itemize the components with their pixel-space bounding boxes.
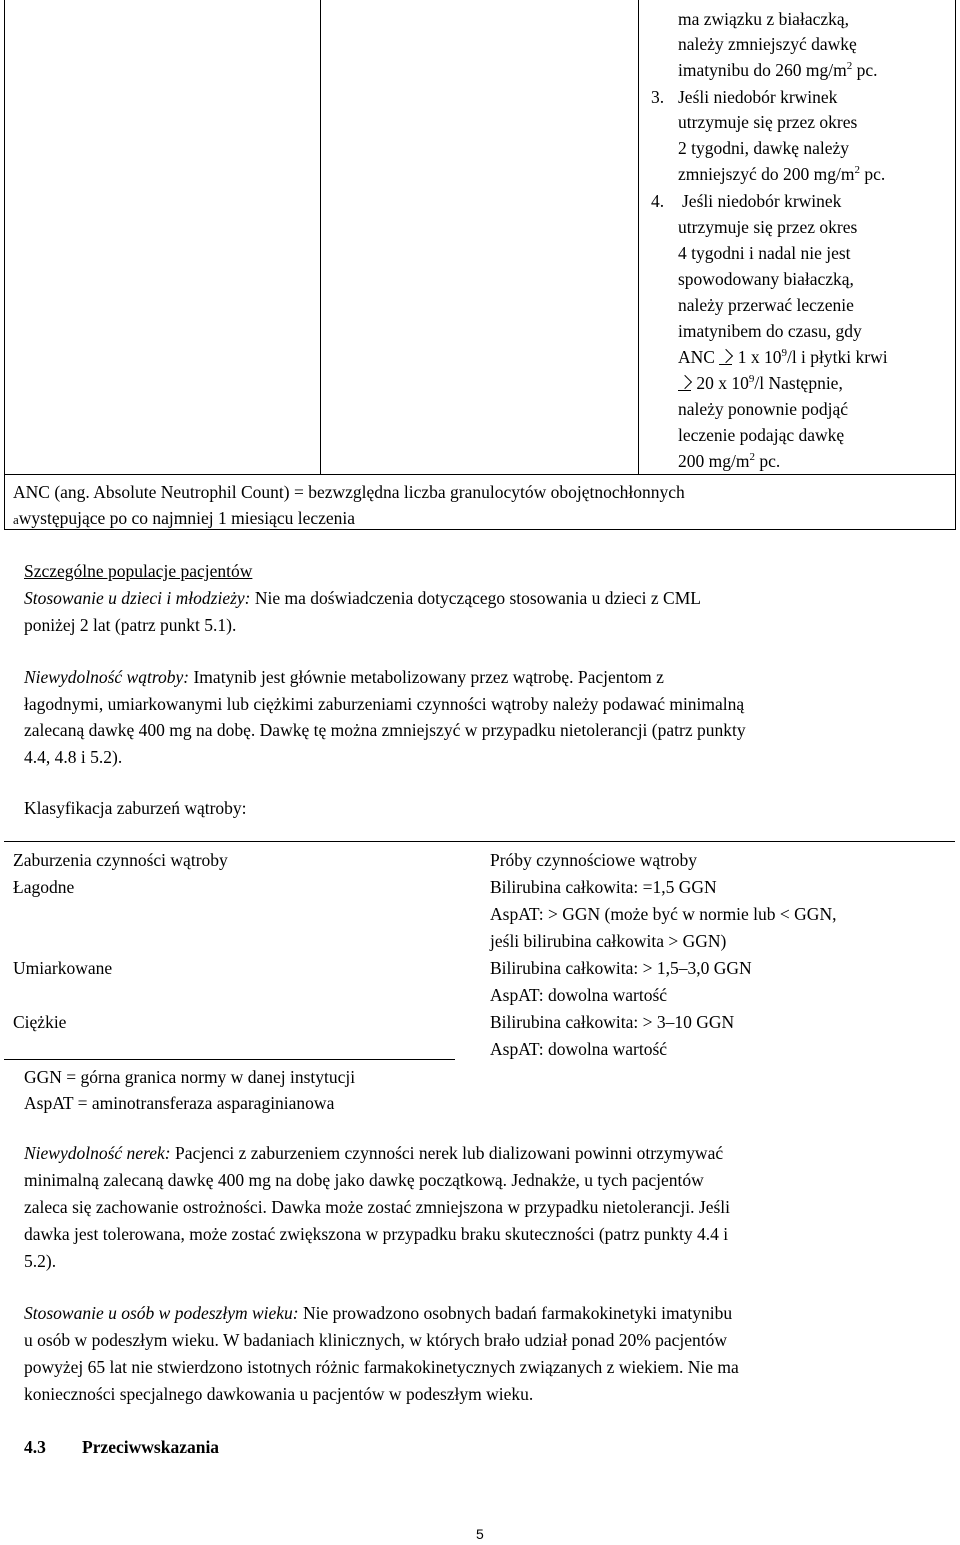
section-heading-special-populations: Szczególne populacje pacjentów [24,561,253,581]
liver-row-test: AspAT: dowolna wartość [490,985,668,1005]
cell-text: należy zmniejszyć dawkę [678,34,857,54]
footnote-a: awystępujące po co najmniej 1 miesiącu leczenia [13,508,356,528]
cell-text: 4 tygodni i nadal nie jest [678,243,851,263]
paragraph-liver: zalecaną dawkę 400 mg na dobę. Dawkę tę można zmniejszyć w przypadku nietolerancji (patrz punkty [24,720,746,740]
liver-row-test: AspAT: dowolna wartość [490,1039,668,1059]
paragraph-kidney: 5.2). [24,1251,57,1271]
paragraph-liver: łagodnymi, umiarkowanymi lub ciężkimi zaburzeniami czynności wątroby należy podawać minimalną [24,694,745,714]
liver-row-label: Ciężkie [13,1012,67,1032]
cell-text: imatynibem do czasu, gdy [678,321,862,341]
paragraph-elderly: u osób w podeszłym wieku. W badaniach klinicznych, w których brało udział ponad 20% pacjentów [24,1330,728,1350]
cell-text: utrzymuje się przez okres [678,217,858,237]
table-border-right [955,0,956,530]
cell-text: ANC 1 x $10^9/l$ i płytki krwi [678,347,888,367]
cell-text: Jeśli niedobór krwinek [678,87,838,107]
liver-row-label: Umiarkowane [13,958,113,978]
cell-text: należy przerwać leczenie [678,295,854,315]
liver-table-header-col1: Zaburzenia czynności wątroby [13,850,228,870]
paragraph-elderly: konieczności specjalnego dawkowania u pacjentów w podeszłym wieku. [24,1384,534,1404]
cell-text: zmniejszyć do 200 $mg/m^2$ pc. [678,164,886,184]
paragraph-children: Stosowanie u dzieci i młodzieży: Nie ma doświadczenia dotyczącego stosowania u dzieci z CML [24,588,701,608]
liver-row-test: jeśli bilirubina całkowita > GGN) [490,931,727,951]
table-border-left [4,0,5,530]
liver-row-label: Łagodne [13,877,75,897]
cell-text: ma związku z białaczką, [678,9,850,29]
paragraph-children-cont: poniżej 2 lat (patrz punkt 5.1). [24,615,237,635]
paragraph-elderly: powyżej 65 lat nie stwierdzono istotnych różnic farmakokinetycznych związanych z wiekiem. Nie ma [24,1357,739,1377]
footnote-anc: ANC (ang. Absolute Neutrophil Count) = bezwzględna liczba granulocytów obojętnochłonnych [13,482,685,502]
cell-text: imatynibu do 260 $mg/m^2$ pc. [678,60,878,80]
liver-classification-heading: Klasyfikacja zaburzeń wątroby: [24,798,247,818]
liver-table-top-border [4,841,955,842]
cell-text: 200 $mg/m^2$ pc. [678,451,781,471]
cell-text: 20 x $10^9/l$ Następnie, [678,372,843,394]
liver-table-note: AspAT = aminotransferaza asparaginianowa [24,1093,335,1113]
list-number-3: 3. [651,87,665,107]
paragraph-liver: Niewydolność wątroby: Imatynib jest głównie metabolizowany przez wątrobę. Pacjentom z [24,667,664,687]
cell-text: 2 tygodni, dawkę należy [678,138,850,158]
section-number: 4.3 [24,1437,46,1457]
paragraph-kidney: zaleca się zachowanie ostrożności. Dawka może zostać zmniejszona w przypadku nietolerancji. Jeśli [24,1197,731,1217]
table-divider-row [4,474,956,475]
table-divider-col1 [320,0,321,475]
paragraph-liver: 4.4, 4.8 i 5.2). [24,747,123,767]
page-number: 5 [476,1526,484,1542]
liver-row-test: Bilirubina całkowita: =1,5 GGN [490,877,717,897]
paragraph-kidney: Niewydolność nerek: Pacjenci z zaburzeniem czynności nerek lub dializowani powinni otrzymywać [24,1143,724,1163]
list-number-4: 4. [651,191,665,211]
liver-table-note: GGN = górna granica normy w danej instytucji [24,1067,356,1087]
liver-table-header-col2: Próby czynnościowe wątroby [490,850,698,870]
liver-row-test: Bilirubina całkowita: > 3–10 GGN [490,1012,735,1032]
liver-table-bottom-border [4,1059,455,1060]
paragraph-kidney: dawka jest tolerowana, może zostać zwiększona w przypadku braku skuteczności (patrz punkty 4.4 i [24,1224,729,1244]
cell-text: należy ponownie podjąć [678,399,849,419]
cell-text: Jeśli niedobór krwinek [682,191,842,211]
table-divider-col2 [638,0,639,475]
greater-equal-icon [719,349,733,365]
paragraph-kidney: minimalną zalecaną dawkę 400 mg na dobę jako dawkę początkową. Jednakże, u tych pacjentów [24,1170,704,1190]
cell-text: spowodowany białaczką, [678,269,854,289]
greater-equal-icon [678,375,692,391]
section-title: Przeciwwskazania [82,1437,220,1457]
cell-text: leczenie podając dawkę [678,425,845,445]
liver-row-test: AspAT: > GGN (może być w normie lub < GGN, [490,904,837,924]
cell-text: utrzymuje się przez okres [678,112,858,132]
liver-row-test: Bilirubina całkowita: > 1,5–3,0 GGN [490,958,752,978]
paragraph-elderly: Stosowanie u osób w podeszłym wieku: Nie prowadzono osobnych badań farmakokinetyki imatynibu [24,1303,733,1323]
